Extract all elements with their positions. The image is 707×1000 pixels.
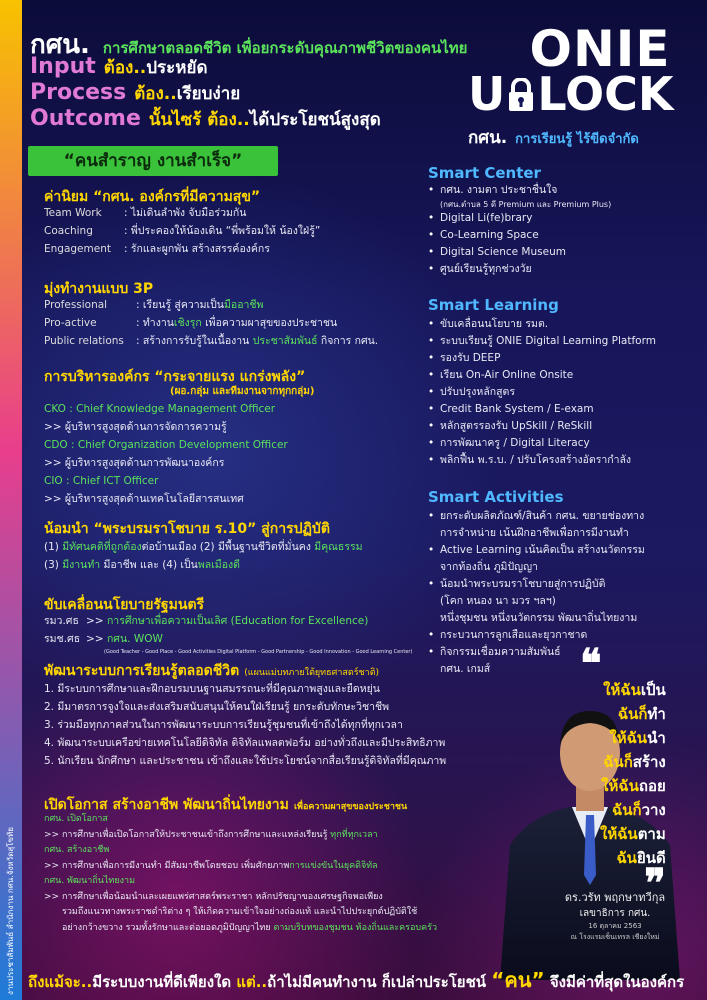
smart-learning-item: • ปรับปรุงหลักสูตร	[428, 384, 656, 401]
p3-key: Pro-active	[44, 317, 97, 329]
smart-activities-item: • กระบวนการลูกเสือและยุวกาชาด	[428, 627, 645, 644]
smart-learning-item: • การพัฒนาครู / Digital Literacy	[428, 435, 656, 452]
smart-activities-cont: หนึ่งชุมชน หนึ่งนวัตกรรม พัฒนาถิ่นไทยงาม	[440, 612, 638, 624]
ipo-outcome	[30, 106, 381, 133]
policy-key: รมช.ศธ	[44, 633, 81, 645]
signature-name: ดร.วรัท พฤกษาทวีกุล	[564, 891, 666, 904]
logo-unlock-u: U	[468, 67, 506, 121]
r10-text: มีอาชีพ และ (4) เป็น	[100, 559, 198, 571]
policy-key: รมว.ศธ	[44, 615, 79, 627]
p3-title: มุ่งทำงานแบบ 3P	[44, 281, 154, 297]
open-desc: รวมถึงแนวทางพระราชดำริต่าง ๆ ให้เกิดความเข้าใจอย่างถ่องแท้ และนำไปประยุกต์ปฏิบัติใช้	[62, 907, 418, 917]
smart-center-note: (กศน.ตำบล 5 ดี Premium และ Premium Plus)	[440, 200, 612, 209]
smart-activities-cont: จากท้องถิ่น ภูมิปัญญา	[440, 561, 538, 573]
smart-activities-cont: การจำหน่าย เน้นฝึกอาชีพเพื่อการมีงานทำ	[440, 527, 629, 539]
signature-place: ณ โรงแรมเซ็นเทรล เชียงใหม่	[570, 933, 660, 941]
quote-part: ตาม	[637, 825, 666, 843]
admin-list	[44, 400, 288, 508]
padlock-icon	[507, 72, 535, 102]
logo-org: กศน.	[468, 128, 508, 148]
smart-center-item: • Digital Science Museum	[428, 244, 611, 261]
p3-key: Public relations	[44, 335, 124, 347]
values-title: ค่านิยม “กศน. องค์กรที่มีความสุข”	[44, 189, 261, 205]
open-head: กศน. สร้างอาชีพ	[44, 845, 110, 855]
lifelong-title: พัฒนาระบบการเรียนรู้ตลอดชีวิต	[44, 663, 240, 679]
footer-slogan	[28, 964, 684, 996]
ipo-key: Input	[30, 54, 96, 79]
open-hl: ทุกที่ทุกเวลา	[330, 829, 378, 840]
signature-date: 16 ตุลาคม 2563	[588, 922, 642, 930]
policy-val: การศึกษาเพื่อความเป็นเลิศ (Education for Excellence)	[106, 615, 369, 627]
open-desc: >> การศึกษาเพื่อเปิดโอกาสให้ประชาชนเข้าถึงการศึกษาและแหล่งเรียนรู้	[44, 829, 331, 840]
policy-val: กศน. WOW	[106, 633, 163, 645]
r10-text: ต่อบ้านเมือง (2) มีพื้นฐานชีวิตที่มั่นคง	[141, 541, 315, 553]
smart-learning-item: • ขับเคลื่อนนโยบาย รมต.	[428, 316, 656, 333]
values-list	[44, 204, 320, 258]
p3-highlight: ประชาสัมพันธ์	[252, 335, 318, 347]
ipo-val: ประหยัด	[146, 58, 208, 78]
values-key: Coaching	[44, 225, 93, 237]
lifelong-item: 5. นักเรียน นักศึกษา และประชาชน เข้าถึงและใช้ประโยชน์จากสื่อเรียนรู้ดิจิทัลที่มีคุณภาพ	[44, 755, 447, 767]
logo-unlock	[468, 67, 674, 121]
smart-center-item: • Digital Li(fe)brary	[428, 210, 611, 227]
smart-activities-item: • ยกระดับผลิตภัณฑ์/สินค้า กศน. ขยายช่องทาง	[428, 508, 645, 525]
smart-learning-item: • Credit Bank System / E-exam	[428, 401, 656, 418]
smart-center-list	[428, 182, 611, 278]
policy-arrow: >>	[86, 633, 107, 645]
quote-part: ฉันก็	[603, 753, 633, 771]
lifelong-item: 4. พัฒนาระบบเครือข่ายเทคโนโลยีดิจิทัล ดิจิทัลแพลตฟอร์ม อย่างทั่วถึงและมีประสิทธิภาพ	[44, 737, 446, 749]
signature-position: เลขาธิการ กศน.	[579, 908, 651, 919]
ipo-pre: ต้อง..	[134, 84, 177, 104]
ipo-input	[30, 54, 208, 81]
r10-list	[44, 538, 363, 574]
open-hl: การแข่งขันในยุคดิจิทัล	[289, 860, 378, 871]
smart-activities-cont: (โคก หนอง นา มวร ฯลฯ)	[440, 595, 556, 607]
smart-activities-item: • น้อมนำพระบรมราโชบายสู่การปฏิบัติ	[428, 576, 645, 593]
admin-desc: >> ผู้บริหารสูงสุดด้านการจัดการความรู้	[44, 421, 227, 433]
ipo-val: ได้ประโยชน์สูงสุด	[249, 110, 381, 130]
open-title2: เพื่อความผาสุขของประชาชน	[293, 802, 408, 812]
logo-caption	[468, 124, 639, 151]
p3-highlight: มืออาชีพ	[224, 299, 264, 311]
ipo-val: เรียบง่าย	[176, 84, 241, 104]
admin-desc: >> ผู้บริหารสูงสุดด้านการพัฒนาองค์กร	[44, 457, 225, 469]
footer-part: ถึงแม้จะ..	[28, 973, 93, 991]
quote-part: ให้ฉัน	[600, 825, 638, 843]
open-head: กศน. พัฒนาถิ่นไทยงาม	[44, 876, 136, 886]
lifelong-item: 3. ร่วมมือทุกภาคส่วนในการพัฒนาระบบการเรียนรู้ชุมชนที่เข้าถึงได้ทุกที่ทุกเวลา	[44, 719, 403, 731]
r10-text: (3)	[44, 559, 63, 571]
quote-part: วาง	[641, 801, 666, 819]
policy-arrow: >>	[86, 615, 107, 627]
p3-text: กิจการ กศน.	[317, 335, 379, 347]
open-title: เปิดโอกาส สร้างอาชีพ พัฒนาถิ่นไทยงาม	[44, 797, 289, 813]
p3-text: : ทำงาน	[136, 317, 174, 329]
smart-center-title: Smart Center	[428, 164, 541, 182]
p3-text: เพื่อความผาสุขของประชาชน	[201, 317, 338, 329]
quote-part: ให้ฉัน	[609, 729, 648, 747]
values-val: : ไม่เดินลำพัง จับมือร่วมกัน	[124, 207, 247, 219]
smart-learning-item: • ระบบเรียนรู้ ONIE Digital Learning Platform	[428, 333, 656, 350]
signature	[540, 888, 690, 943]
open-quote-icon: ❝	[580, 640, 602, 687]
smart-learning-title: Smart Learning	[428, 296, 559, 314]
quote-part: ฉันก็	[612, 801, 642, 819]
footer-part: จึงมีค่าที่สุดในองค์กร	[544, 973, 685, 991]
values-val: : พี่ประคองให้น้องเดิน “พี่พร้อมให้ น้องใฝ่รู้”	[124, 225, 321, 237]
footer-part: แต่..	[236, 973, 268, 991]
quote-part: เป็น	[640, 681, 666, 699]
open-desc: >> การศึกษาเพื่อการมีงานทำ มีสัมมาชีพโดยชอบ เพิ่มศักยภาพ	[44, 860, 290, 871]
smart-activities-item: • กิจกรรมเชื่อมความสัมพันธ์	[428, 644, 645, 661]
side-credit: งานประชาสัมพันธ์ สำนักงาน กศน.จังหวัดสุโขทัย	[6, 827, 15, 995]
quote-part: ถอย	[638, 777, 666, 795]
smart-activities-title: Smart Activities	[428, 488, 564, 506]
p3-list	[44, 296, 378, 350]
quote-part: สร้าง	[632, 753, 666, 771]
headline-org: กศน.	[30, 30, 90, 60]
logo-unlock-lock: LOCK	[537, 67, 674, 121]
smart-center-item: • ศูนย์เรียนรู้ทุกช่วงวัย	[428, 261, 611, 278]
lifelong-note: (แผนแม่บทภายใต้ยุทธศาสตร์ชาติ)	[244, 668, 380, 678]
quote-part: ให้ฉัน	[601, 777, 639, 795]
p3-text: : เรียนรู้ สู่ความเป็น	[136, 299, 224, 311]
smart-learning-list	[428, 316, 656, 469]
quote-part: ฉัน	[616, 849, 637, 867]
admin-role: CKO : Chief Knowledge Management Officer	[44, 403, 276, 415]
logo-sub: การเรียนรู้ ไร้ขีดจำกัด	[515, 132, 639, 147]
smart-learning-item: • รองรับ DEEP	[428, 350, 656, 367]
r10-hl: พลเมืองดี	[197, 559, 240, 571]
smart-learning-item: • หลักสูตรรองรับ UpSkill / ReSkill	[428, 418, 656, 435]
policy-wow-detail: (Good Teacher - Good Place - Good Activities Digital Platform - Good Partnership - Good Innovation - Good Learning Center)	[104, 649, 413, 655]
ipo-pre: ต้อง..	[103, 58, 147, 78]
smart-center-item	[428, 182, 611, 210]
p3-text: : สร้างการรับรู้ในเนื้องาน	[136, 335, 253, 347]
lifelong-item: 2. มีมาตรการจูงใจและส่งเสริมสนับสนุนให้คนใฝ่เรียนรู้ ยกระดับทักษะวิชาชีพ	[44, 701, 390, 713]
smart-center-item: • Co-Learning Space	[428, 227, 611, 244]
ipo-process	[30, 80, 240, 107]
admin-role: CDO : Chief Organization Development Officer	[44, 439, 288, 451]
close-quote-icon: ❞	[644, 860, 666, 907]
headline-tagline: การศึกษาตลอดชีวิต เพื่อยกระดับคุณภาพชีวิตของคนไทย	[102, 39, 468, 57]
quote-part: ทำ	[647, 705, 666, 723]
quote-part: นำ	[647, 729, 666, 747]
smart-activities-item: • Active Learning เน้นคิดเป็น สร้างนวัตกรรม	[428, 542, 645, 559]
policy-list	[44, 612, 412, 656]
policy-title: ขับเคลื่อนนโยบายรัฐมนตรี	[44, 597, 205, 613]
smart-learning-item: • พลิกฟื้น พ.ร.บ. / ปรับโครงสร้างอัตรากำลัง	[428, 452, 656, 469]
lifelong-heading	[44, 660, 379, 682]
open-head: กศน. เปิดโอกาส	[44, 814, 108, 824]
admin-role: CIO : Chief ICT Officer	[44, 475, 159, 487]
open-desc: อย่างกว้างขวาง รวมทั้งรักษาและต่อยอดภูมิปัญญาไทย	[62, 922, 274, 933]
ipo-key: Outcome	[30, 106, 141, 131]
r10-hl: มีทัศนคติที่ถูกต้อง	[62, 541, 142, 553]
lifelong-list	[44, 680, 446, 770]
open-desc: >> การศึกษาเพื่อน้อมนำและเผยแพร่ศาสตร์พระราชา หลักปรัชญาของเศรษฐกิจพอเพียง	[44, 891, 383, 902]
r10-title: น้อมนำ “พระบรมราโชบาย ร.10” สู่การปฏิบัติ	[44, 521, 330, 537]
quote-part: ให้ฉัน	[603, 681, 641, 699]
footer-keyword: “คน”	[491, 968, 545, 992]
smart-activities-cont: กศน. เกมส์	[440, 663, 491, 675]
values-val: : รักและผูกพัน สร้างสรรค์องค์กร	[124, 243, 270, 255]
quote-part: ฉันก็	[617, 705, 648, 723]
ipo-pre: นั้นไซร้ ต้อง..	[148, 110, 250, 130]
admin-desc: >> ผู้บริหารสูงสุดด้านเทคโนโลยีสารสนเทศ	[44, 493, 244, 505]
r10-hl: มีงานทำ	[62, 559, 101, 571]
r10-text: (1)	[44, 541, 63, 553]
smart-center-text: กศน. งามตา ประชาชื่นใจ	[440, 184, 558, 196]
values-key: Engagement	[44, 243, 111, 255]
footer-part: มีระบบงานที่ดีเพียงใด	[92, 973, 237, 991]
r10-hl: มีคุณธรรม	[314, 541, 363, 553]
lifelong-item: 1. มีระบบการศึกษาและฝึกอบรมบนฐานสมรรถนะที่มีคุณภาพสูงและยืดหยุ่น	[44, 683, 380, 695]
p3-key: Professional	[44, 299, 108, 311]
values-key: Team Work	[44, 207, 102, 219]
footer-part: ถ้าไม่มีคนทำงาน ก็เปล่าประโยชน์	[267, 973, 492, 991]
smart-learning-item: • เรียน On-Air Online Onsite	[428, 367, 656, 384]
slogan-box: “คนสำราญ งานสำเร็จ”	[28, 146, 278, 176]
logo-onie: ONIE	[529, 20, 671, 78]
admin-sub: (ผอ.กลุ่ม และทีมงานจากทุกกลุ่ม)	[170, 386, 315, 397]
quote-part: ยินดี	[636, 849, 666, 867]
open-list	[44, 812, 437, 936]
open-hl: ตามบริบทของชุมชน ท้องถิ่นและครอบครัว	[273, 922, 438, 933]
p3-highlight: เชิงรุก	[173, 317, 202, 329]
admin-title: การบริหารองค์กร “กระจายแรง แกร่งพลัง”	[44, 369, 306, 385]
ipo-key: Process	[30, 80, 127, 105]
